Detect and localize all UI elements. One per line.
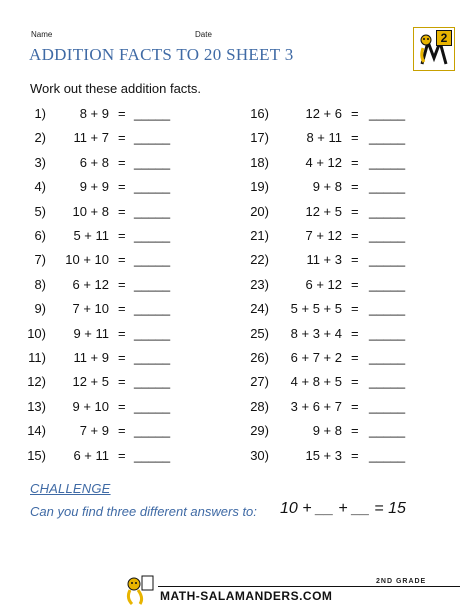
salamander-logo bbox=[413, 27, 455, 71]
answer-blank[interactable]: _____ bbox=[369, 130, 406, 146]
problem-expression: 10 + 10 bbox=[65, 252, 109, 268]
problem-expression: 5 + 5 + 5 bbox=[290, 301, 342, 317]
answer-blank[interactable]: _____ bbox=[134, 203, 171, 219]
problem-row bbox=[24, 448, 224, 468]
answer-blank[interactable]: _____ bbox=[134, 130, 171, 146]
problem-expression: 6 + 8 bbox=[79, 154, 109, 170]
problem-row bbox=[247, 399, 447, 419]
problem-row bbox=[247, 130, 447, 150]
problem-row bbox=[247, 155, 447, 175]
answer-blank[interactable]: _____ bbox=[134, 154, 171, 170]
problem-row bbox=[24, 130, 224, 150]
problem-row bbox=[24, 277, 224, 297]
problem-number: 22) bbox=[250, 252, 269, 268]
equals-sign: = bbox=[118, 374, 126, 390]
answer-blank[interactable]: _____ bbox=[134, 179, 171, 195]
problem-number: 2) bbox=[34, 130, 46, 146]
answer-blank[interactable]: _____ bbox=[134, 423, 171, 439]
problem-expression: 4 + 8 + 5 bbox=[290, 374, 342, 390]
problem-row bbox=[24, 423, 224, 443]
answer-blank[interactable]: _____ bbox=[369, 252, 406, 268]
problem-number: 12) bbox=[27, 374, 46, 390]
equals-sign: = bbox=[351, 106, 359, 121]
problem-row bbox=[247, 326, 447, 346]
problem-expression: 11 + 7 bbox=[73, 130, 109, 146]
problem-row bbox=[247, 301, 447, 321]
answer-blank[interactable]: _____ bbox=[134, 106, 171, 121]
answer-blank[interactable]: _____ bbox=[369, 325, 406, 341]
problem-number: 29) bbox=[250, 423, 269, 439]
problem-row bbox=[247, 374, 447, 394]
footer-salamander-icon bbox=[120, 572, 156, 608]
answer-blank[interactable]: _____ bbox=[134, 325, 171, 341]
problem-expression: 3 + 6 + 7 bbox=[290, 398, 342, 414]
problem-expression: 8 + 11 bbox=[306, 130, 342, 146]
grade-badge: 2 bbox=[436, 30, 452, 46]
equals-sign: = bbox=[351, 203, 359, 219]
equals-sign: = bbox=[351, 228, 359, 243]
problem-expression: 9 + 10 bbox=[72, 398, 109, 414]
equals-sign: = bbox=[351, 398, 359, 414]
problem-expression: 6 + 12 bbox=[305, 276, 342, 292]
problem-number: 20) bbox=[250, 203, 269, 219]
problem-number: 27) bbox=[250, 374, 269, 390]
problem-number: 17) bbox=[250, 130, 269, 146]
problem-row bbox=[24, 326, 224, 346]
problem-number: 1) bbox=[34, 106, 46, 121]
problem-expression: 12 + 5 bbox=[72, 374, 109, 390]
problem-row bbox=[247, 204, 447, 224]
problem-row bbox=[247, 228, 447, 248]
answer-blank[interactable]: _____ bbox=[134, 350, 171, 365]
equals-sign: = bbox=[118, 325, 126, 341]
problem-row bbox=[24, 228, 224, 248]
answer-blank[interactable]: _____ bbox=[369, 228, 406, 243]
problem-number: 25) bbox=[250, 325, 269, 341]
answer-blank[interactable]: _____ bbox=[369, 398, 406, 414]
equals-sign: = bbox=[118, 154, 126, 170]
problem-expression: 5 + 11 bbox=[73, 228, 109, 243]
problem-expression: 11 + 9 bbox=[73, 350, 109, 365]
problem-number: 6) bbox=[34, 228, 46, 243]
answer-blank[interactable]: _____ bbox=[369, 350, 406, 365]
problem-row bbox=[24, 399, 224, 419]
problem-expression: 11 + 3 bbox=[306, 252, 342, 268]
challenge-question: Can you find three different answers to: bbox=[30, 504, 257, 519]
problem-number: 26) bbox=[250, 350, 269, 365]
footer-grade: 2ND GRADE bbox=[376, 578, 427, 585]
answer-blank[interactable]: _____ bbox=[369, 154, 406, 170]
problem-row bbox=[24, 350, 224, 370]
problem-number: 7) bbox=[34, 252, 46, 268]
problem-expression: 7 + 12 bbox=[305, 228, 342, 243]
page-title: ADDITION FACTS TO 20 SHEET 3 bbox=[29, 45, 294, 64]
problem-expression: 4 + 12 bbox=[305, 154, 342, 170]
problem-expression: 12 + 5 bbox=[305, 203, 342, 219]
problem-expression: 8 + 3 + 4 bbox=[290, 325, 342, 341]
equals-sign: = bbox=[118, 350, 126, 365]
problem-row bbox=[24, 301, 224, 321]
equals-sign: = bbox=[118, 179, 126, 195]
problem-row bbox=[247, 252, 447, 272]
equals-sign: = bbox=[351, 154, 359, 170]
problem-expression: 6 + 11 bbox=[73, 447, 109, 463]
problem-row bbox=[247, 106, 447, 126]
problem-expression: 8 + 9 bbox=[79, 106, 109, 121]
problem-expression: 9 + 8 bbox=[312, 423, 342, 439]
problem-row bbox=[24, 252, 224, 272]
problem-row bbox=[24, 106, 224, 126]
problem-expression: 15 + 3 bbox=[305, 447, 342, 463]
answer-blank[interactable]: _____ bbox=[134, 228, 171, 243]
answer-blank[interactable]: _____ bbox=[369, 374, 406, 390]
equals-sign: = bbox=[118, 228, 126, 243]
equals-sign: = bbox=[118, 106, 126, 121]
challenge-heading: CHALLENGE bbox=[30, 481, 111, 496]
problem-number: 5) bbox=[34, 203, 46, 219]
problem-expression: 10 + 8 bbox=[72, 203, 109, 219]
problem-number: 14) bbox=[27, 423, 46, 439]
equals-sign: = bbox=[118, 447, 126, 463]
problem-number: 28) bbox=[250, 398, 269, 414]
footer-divider bbox=[158, 586, 460, 587]
equals-sign: = bbox=[118, 423, 126, 439]
equals-sign: = bbox=[118, 276, 126, 292]
problem-number: 24) bbox=[250, 301, 269, 317]
problem-number: 21) bbox=[250, 228, 269, 243]
answer-blank[interactable]: _____ bbox=[134, 252, 171, 268]
problem-expression: 6 + 7 + 2 bbox=[290, 350, 342, 365]
answer-blank[interactable]: _____ bbox=[369, 203, 406, 219]
problem-number: 15) bbox=[27, 447, 46, 463]
equals-sign: = bbox=[351, 325, 359, 341]
problem-row bbox=[247, 448, 447, 468]
equals-sign: = bbox=[118, 301, 126, 317]
answer-blank[interactable]: _____ bbox=[369, 301, 406, 317]
problem-expression: 9 + 9 bbox=[79, 179, 109, 195]
problem-number: 3) bbox=[34, 154, 46, 170]
problem-number: 13) bbox=[27, 398, 46, 414]
problem-expression: 9 + 8 bbox=[312, 179, 342, 195]
equals-sign: = bbox=[351, 374, 359, 390]
equals-sign: = bbox=[351, 350, 359, 365]
equals-sign: = bbox=[351, 276, 359, 292]
answer-blank[interactable]: _____ bbox=[369, 179, 406, 195]
footer-brand: MATH-SALAMANDERS.COM bbox=[160, 589, 333, 603]
problem-row bbox=[24, 155, 224, 175]
problem-expression: 7 + 10 bbox=[72, 301, 109, 317]
answer-blank[interactable]: _____ bbox=[369, 106, 406, 121]
problem-number: 8) bbox=[34, 276, 46, 292]
problem-number: 10) bbox=[27, 325, 46, 341]
answer-blank[interactable]: _____ bbox=[134, 398, 171, 414]
problem-number: 9) bbox=[34, 301, 46, 317]
problem-expression: 12 + 6 bbox=[305, 106, 342, 121]
answer-blank[interactable]: _____ bbox=[369, 276, 406, 292]
equals-sign: = bbox=[118, 203, 126, 219]
equals-sign: = bbox=[118, 130, 126, 146]
problem-row bbox=[24, 374, 224, 394]
challenge-expression: 10 + __ + __ = 15 bbox=[280, 500, 406, 517]
instructions: Work out these addition facts. bbox=[30, 81, 202, 96]
answer-blank[interactable]: _____ bbox=[134, 301, 171, 317]
problem-row bbox=[247, 350, 447, 370]
equals-sign: = bbox=[351, 423, 359, 439]
problem-row bbox=[247, 179, 447, 199]
problem-number: 16) bbox=[250, 106, 269, 121]
equals-sign: = bbox=[118, 398, 126, 414]
equals-sign: = bbox=[351, 447, 359, 463]
problem-row bbox=[247, 423, 447, 443]
problem-row bbox=[24, 179, 224, 199]
problem-expression: 9 + 11 bbox=[73, 325, 109, 341]
problem-number: 11) bbox=[28, 350, 46, 365]
problem-number: 4) bbox=[34, 179, 46, 195]
answer-blank[interactable]: _____ bbox=[134, 447, 171, 463]
problem-row bbox=[24, 204, 224, 224]
equals-sign: = bbox=[351, 252, 359, 268]
problem-number: 19) bbox=[250, 179, 269, 195]
name-label: Name bbox=[31, 30, 53, 39]
problem-expression: 6 + 12 bbox=[72, 276, 109, 292]
problem-row bbox=[247, 277, 447, 297]
problem-expression: 7 + 9 bbox=[79, 423, 109, 439]
equals-sign: = bbox=[351, 130, 359, 146]
problem-number: 30) bbox=[250, 447, 269, 463]
answer-blank[interactable]: _____ bbox=[369, 423, 406, 439]
date-label: Date bbox=[195, 30, 212, 39]
equals-sign: = bbox=[351, 179, 359, 195]
problem-number: 18) bbox=[250, 154, 269, 170]
problem-number: 23) bbox=[250, 276, 269, 292]
answer-blank[interactable]: _____ bbox=[369, 447, 406, 463]
equals-sign: = bbox=[118, 252, 126, 268]
equals-sign: = bbox=[351, 301, 359, 317]
answer-blank[interactable]: _____ bbox=[134, 276, 171, 292]
answer-blank[interactable]: _____ bbox=[134, 374, 171, 390]
